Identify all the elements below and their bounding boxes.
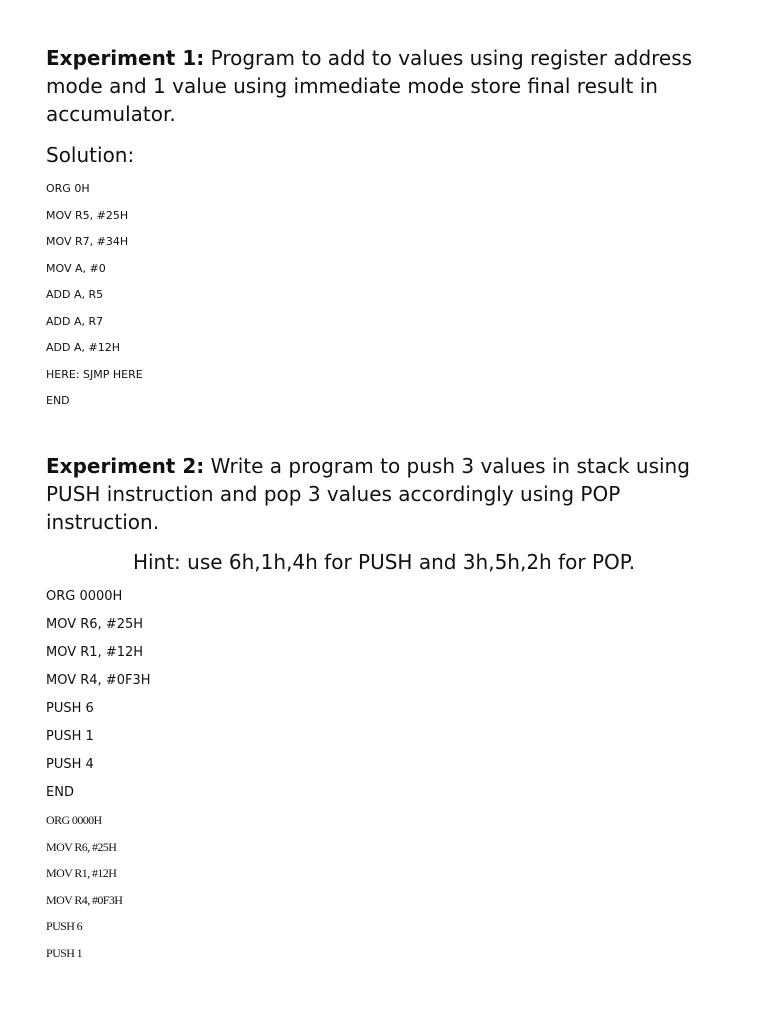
experiment-1-paragraph — [46, 44, 726, 128]
experiment-2-text: Write a program to push 3 values in stack using PUSH instruction and pop 3 values accordingly using POP instruction. — [46, 454, 690, 534]
code-line: MOV R4, #0F3H — [46, 673, 151, 688]
code-line: MOV R1, #12H — [46, 645, 144, 660]
code-line: PUSH 1 — [46, 945, 83, 960]
hint-text: Hint: use 6h,1h,4h for PUSH and 3h,5h,2h for POP. — [132, 550, 636, 574]
experiment-1-text: Program to add to values using register address mode and 1 value using immediate mode store final result in accumulator. — [46, 46, 693, 126]
experiment-2-heading: Experiment 2: — [46, 454, 205, 478]
code-line: MOV A, #0 — [46, 261, 106, 275]
code-line: HERE: SJMP HERE — [46, 367, 143, 381]
code-line: MOV R1, #12H — [46, 866, 117, 880]
code-block-3 — [46, 811, 122, 970]
code-line: PUSH 6 — [46, 701, 94, 716]
code-line: END — [46, 785, 74, 800]
code-block-2 — [46, 587, 151, 811]
code-line: ADD A, R7 — [46, 314, 104, 328]
solution-label: Solution: — [46, 143, 135, 167]
code-line: MOV R5, #25H — [46, 208, 129, 222]
code-line: MOV R4, #0F3H — [46, 892, 123, 907]
code-line: ORG 0000H — [46, 813, 102, 827]
experiment-1-heading: Experiment 1: — [46, 46, 205, 70]
code-line: PUSH 6 — [46, 919, 83, 933]
code-line: ADD A, #12H — [46, 341, 120, 354]
code-block-1 — [46, 180, 143, 419]
code-line: PUSH 1 — [46, 729, 94, 744]
code-line: MOV R6, #25H — [46, 839, 117, 854]
experiment-2-paragraph — [46, 452, 726, 536]
code-line: MOV R7, #34H — [46, 235, 129, 248]
code-line: ORG 0H — [46, 182, 90, 195]
code-line: ORG 0000H — [46, 589, 123, 604]
code-line: PUSH 4 — [46, 757, 94, 772]
code-line: ADD A, R5 — [46, 288, 104, 301]
code-line: END — [46, 394, 70, 407]
code-line: MOV R6, #25H — [46, 617, 144, 632]
